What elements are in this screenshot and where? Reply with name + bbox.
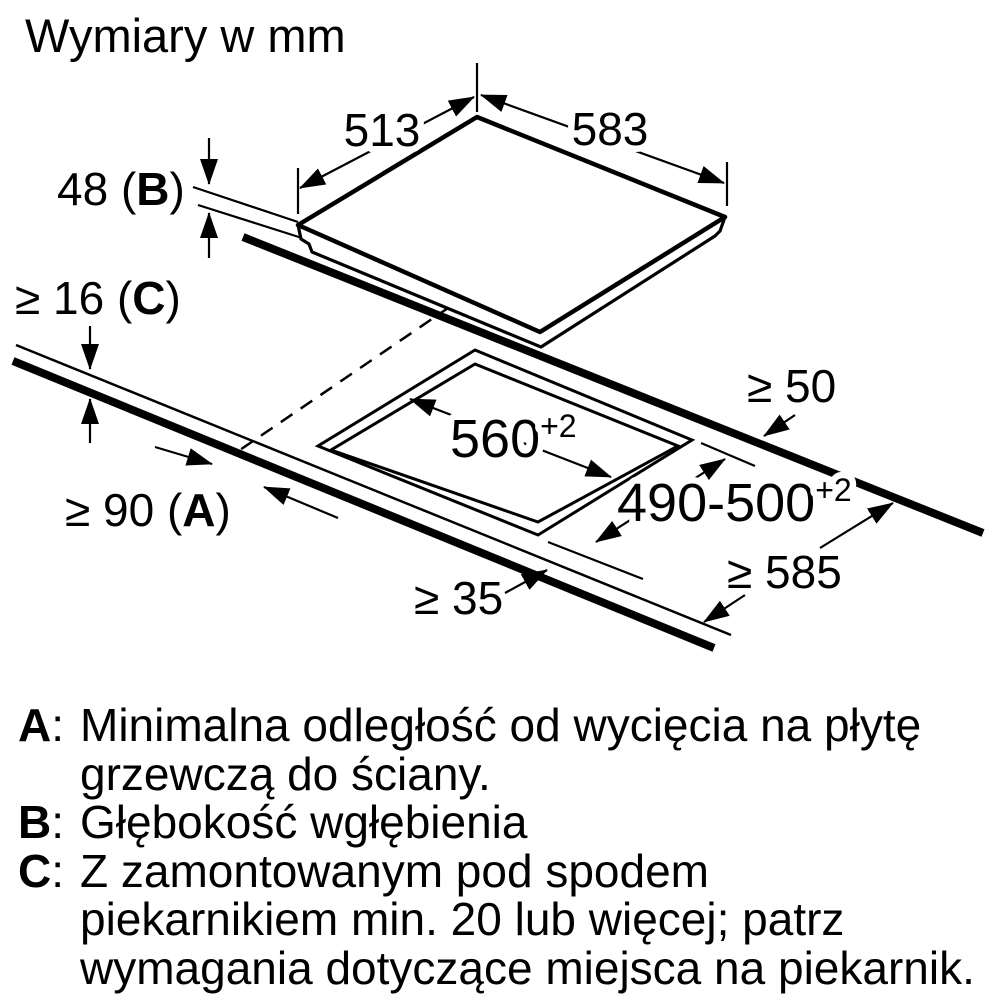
- dim-arrow-worktop-depth-rear: [820, 503, 893, 548]
- recess-band-bottom-line: [198, 205, 302, 238]
- page-title: Wymiary w mm: [25, 9, 346, 62]
- legend-text-b: [80, 798, 993, 847]
- legend-line: grzewczą do ściany.: [80, 747, 491, 800]
- legend-text-c: [80, 844, 993, 994]
- legend-item-c: [18, 844, 993, 994]
- legend-key-b: B:: [18, 796, 65, 848]
- label-cutout-width: $560^{+2}$: [450, 408, 577, 469]
- legend-item-a: [18, 701, 993, 798]
- dim-arrow-wall-distance-left: [155, 447, 212, 464]
- legend-line: Z zamontowanym pod spodem: [80, 844, 709, 897]
- legend-line: Głębokość wgłębienia: [80, 796, 528, 848]
- legend-line: wymagania dotyczące miejsca na piekarnik.: [80, 941, 975, 994]
- label-hob-width: 583: [571, 103, 649, 155]
- label-cutout-depth: $490-500^{+2}$: [617, 472, 852, 533]
- legend: [18, 701, 993, 992]
- label-front-clearance: ≥ 35: [414, 572, 504, 624]
- label-hob-depth: 513: [343, 104, 421, 156]
- label-rear-clearance: ≥ 50: [747, 360, 837, 412]
- cutout-extension-line-bottom: [548, 542, 643, 579]
- label-recess-depth: 48 (B): [57, 163, 185, 215]
- legend-line: Minimalna odległość od wycięcia na płytę: [80, 699, 922, 751]
- dim-arrow-rear-clearance: [764, 415, 795, 436]
- dim-arrow-worktop-depth-front: [704, 595, 745, 622]
- label-worktop-depth: ≥ 585: [727, 546, 842, 598]
- label-wall-distance: ≥ 90 (A): [65, 484, 231, 536]
- label-worktop-thickness: ≥ 16 (C): [15, 272, 181, 324]
- legend-key-c: C:: [18, 844, 65, 897]
- legend-text-a: [80, 701, 993, 798]
- cutout-extension-line-right: [701, 443, 755, 466]
- legend-item-b: [18, 798, 993, 847]
- legend-key-a: A:: [18, 699, 65, 751]
- legend-line: piekarnikiem min. 20 lub więcej; patrz: [80, 893, 845, 945]
